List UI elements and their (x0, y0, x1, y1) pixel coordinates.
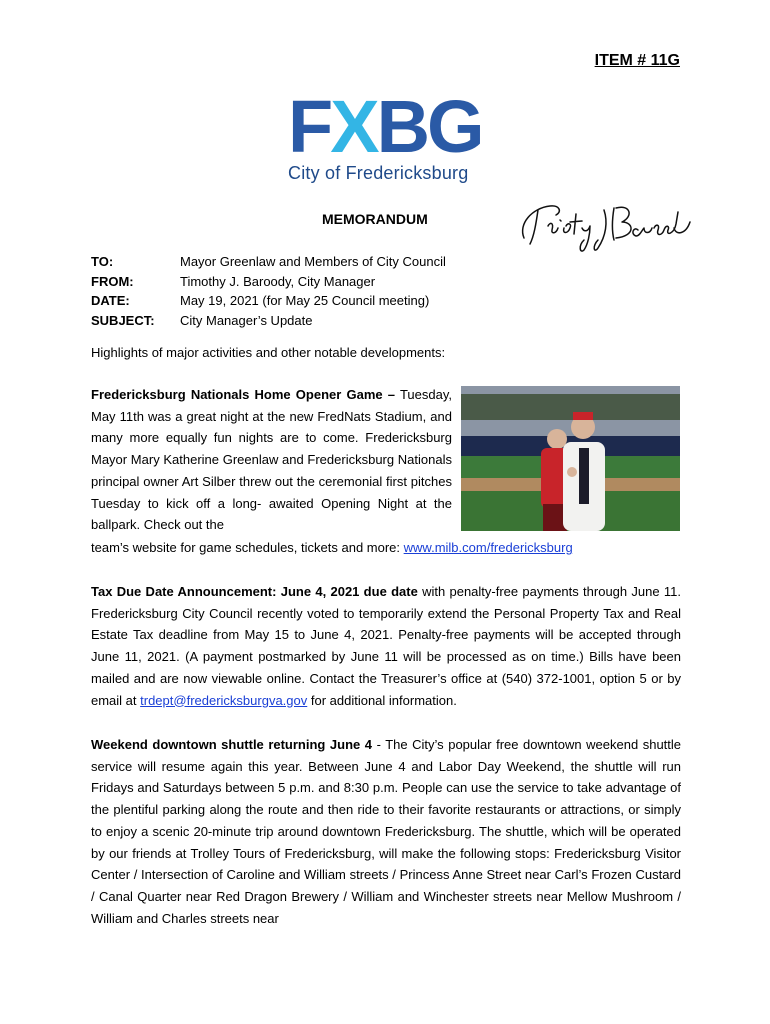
nationals-text-line: and many more equally fun nights are to come. (91, 408, 452, 446)
header-value: May 19, 2021 (for May 25 Council meeting) (180, 293, 430, 308)
header-value: City Manager’s Update (180, 312, 313, 328)
tax-tail: for additional information. (307, 692, 457, 708)
nationals-last-line (91, 537, 681, 559)
shuttle-text: - The City’s popular free downtown weekend shuttle service will resume again this year. Between June 4 and Labor Day Weekend, the shuttle will run Fridays and Saturdays between 5 p.m. and 8:30 p.m. People can use the service to take advantage of the plentiful parking along the route and then ride to their favorite restaurants or attractions, or simply to enjoy a scenic 20-minute trip around downtown Fredericksburg. The shuttle, which will be operated by our friends at Trolley Tours of Fredericksburg, will make the following stops: Fredericksburg Visitor Center / Intersection of Caroline and William streets / Princess Anne Street near Carl’s Frozen Custard / Canal Quarter near Red Dragon Brewery / William and Winchester streets near Mellow Mushroom / William and Charles streets near (91, 737, 682, 926)
signature (516, 194, 696, 263)
nationals-text-line: Fredericksburg Mayor Mary Katherine Greenlaw and (91, 430, 452, 468)
header-value: Mayor Greenlaw and Members of City Council (180, 254, 446, 269)
shuttle-paragraph (91, 734, 681, 929)
header-value: Timothy J. Baroody, City Manager (180, 273, 376, 289)
nationals-text-line: awaited Opening Night at the ballpark. Check out the (91, 495, 452, 533)
opening-night-photo (461, 386, 680, 531)
intro-text: Highlights of major activities and other notable developments: (91, 345, 446, 360)
nationals-text-line: out the ceremonial first pitches Tuesday to kick off a long- (91, 473, 452, 511)
tax-paragraph (91, 581, 681, 711)
nationals-heading: Fredericksburg Nationals Home Opener Game – (91, 387, 396, 402)
shuttle-heading: Weekend downtown shuttle returning June 4 (91, 737, 373, 752)
nationals-text-line: Fredericksburg Nationals principal owner Art Silber threw (91, 452, 452, 489)
logo-letter: B (376, 85, 428, 168)
milb-link[interactable]: www.milb.com/fredericksburg (403, 540, 573, 555)
header-label: DATE: (91, 293, 130, 308)
treasurer-email-link[interactable]: trdept@fredericksburgva.gov (140, 692, 308, 708)
logo-letter: G (427, 85, 482, 168)
logo-letter: X (330, 85, 377, 168)
header-row-from (91, 272, 446, 292)
tax-text: with penalty-free payments through June 11. Fredericksburg City Council recently voted to temporarily extend the Personal Property Tax and Real Estate Tax deadline from May 15 to June 4, 2021. Penalty-free payments will be accepted through June 11, 2021. (A payment postmarked by June 11 will be processed as on time.) Bills have been mailed and are now viewable online. Contact the Treasurer’s office at (540) 372-1001, option 5 or by email at (91, 584, 681, 708)
tax-heading: Tax Due Date Announcement: June 4, 2021 due date (91, 584, 418, 599)
city-logo (288, 85, 484, 184)
nationals-text-line: Tuesday, (399, 387, 452, 402)
header-label: TO: (91, 254, 114, 269)
nationals-text: team’s website for game schedules, tickets and more: (91, 540, 404, 555)
memo-title: MEMORANDUM (322, 211, 428, 227)
nationals-paragraph (91, 384, 452, 536)
logo-letter: F (288, 85, 331, 168)
header-row-subject (91, 311, 446, 331)
item-number: ITEM # 11G (594, 52, 680, 69)
header-label: FROM: (91, 273, 134, 289)
fxbg-logo-mark (288, 85, 484, 168)
header-label: SUBJECT: (91, 312, 155, 328)
header-row-date (91, 291, 446, 311)
memo-header (91, 252, 446, 330)
header-row-to (91, 252, 446, 272)
nationals-text-line: May 11th was a great night at the new FredNats Stadium, (91, 408, 427, 424)
logo-city-name: City of Fredericksburg (288, 163, 469, 183)
